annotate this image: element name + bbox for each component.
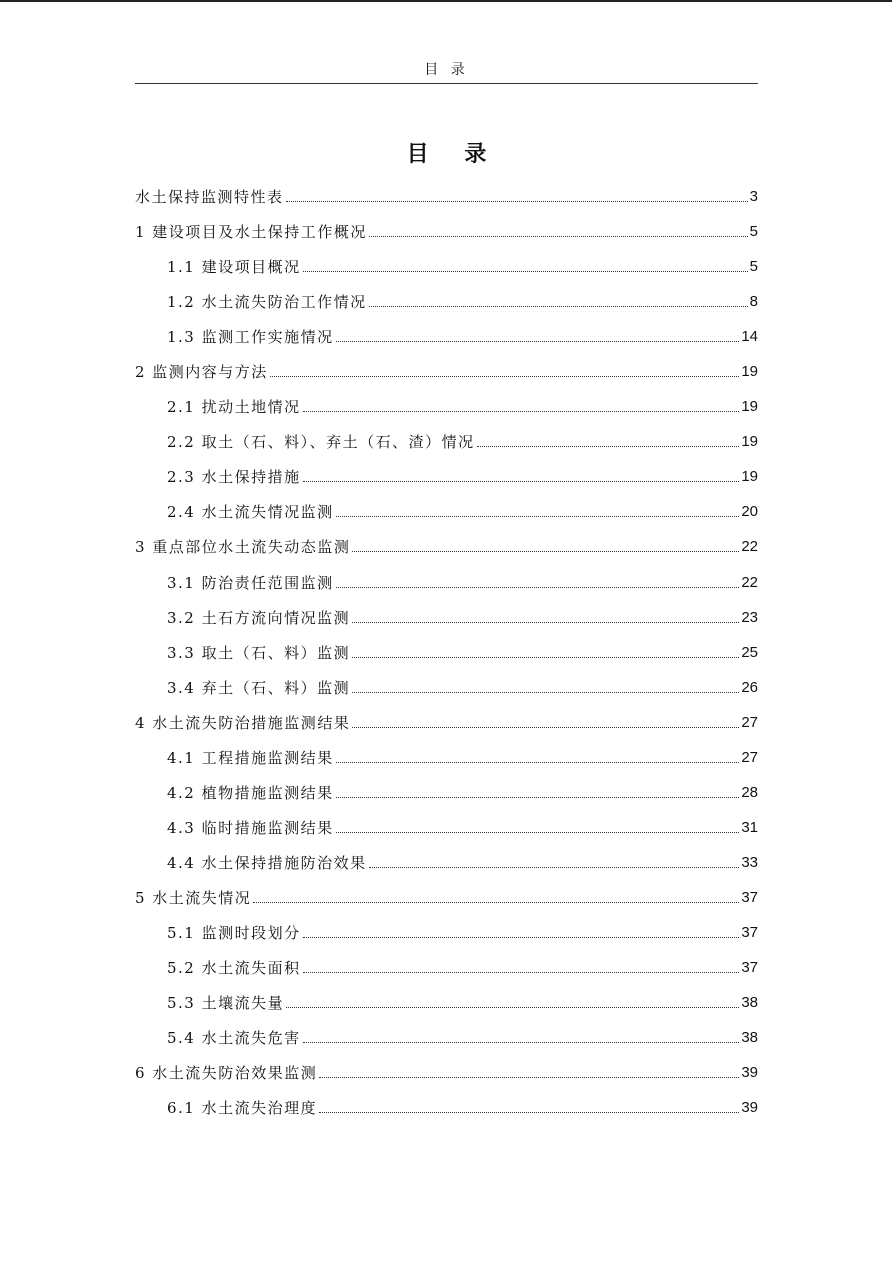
toc-entry-label: 4 水土流失防治措施监测结果 xyxy=(135,713,351,732)
toc-entry[interactable] xyxy=(135,810,758,845)
toc-dot-leader xyxy=(303,937,740,938)
toc-entry[interactable] xyxy=(135,635,758,670)
toc-dot-leader xyxy=(352,622,739,623)
toc-dot-leader xyxy=(336,587,740,588)
page-top-border xyxy=(0,0,892,2)
toc-entry-page-number: 3 xyxy=(749,188,758,206)
toc-dot-leader xyxy=(336,762,740,763)
toc-entry[interactable] xyxy=(135,670,758,705)
table-of-contents xyxy=(135,179,758,1125)
toc-entry[interactable] xyxy=(135,354,758,389)
toc-entry-label: 1 建设项目及水土保持工作概况 xyxy=(135,223,367,242)
toc-dot-leader xyxy=(253,902,739,903)
toc-entry-label: 2.2 取土（石、料）、弃土（石、渣）情况 xyxy=(167,433,475,452)
toc-dot-leader xyxy=(303,411,740,412)
toc-dot-leader xyxy=(477,446,740,447)
toc-dot-leader xyxy=(303,972,740,973)
toc-entry-page-number: 38 xyxy=(741,1029,758,1047)
toc-dot-leader xyxy=(352,551,739,552)
toc-dot-leader xyxy=(336,832,740,833)
toc-entry-page-number: 22 xyxy=(741,538,758,556)
toc-entry-label: 5.2 水土流失面积 xyxy=(167,959,301,978)
toc-dot-leader xyxy=(336,797,740,798)
toc-entry[interactable] xyxy=(135,845,758,880)
toc-dot-leader xyxy=(319,1077,739,1078)
toc-entry-label: 6 水土流失防治效果监测 xyxy=(135,1064,318,1083)
toc-entry-label: 6.1 水土流失治理度 xyxy=(167,1099,318,1118)
toc-entry-page-number: 27 xyxy=(741,713,758,731)
toc-entry-page-number: 39 xyxy=(741,1064,758,1082)
toc-entry[interactable] xyxy=(135,1090,758,1125)
toc-dot-leader xyxy=(286,1007,739,1008)
toc-entry[interactable] xyxy=(135,179,758,214)
toc-entry[interactable] xyxy=(135,985,758,1020)
toc-entry-page-number: 19 xyxy=(741,398,758,416)
toc-dot-leader xyxy=(303,1042,740,1043)
toc-entry-page-number: 20 xyxy=(741,503,758,521)
toc-dot-leader xyxy=(270,376,740,377)
toc-entry-label: 1.2 水土流失防治工作情况 xyxy=(167,293,367,312)
toc-dot-leader xyxy=(336,516,740,517)
toc-entry-label: 1.3 监测工作实施情况 xyxy=(167,328,334,347)
toc-entry-page-number: 37 xyxy=(741,959,758,977)
toc-entry-label: 3.4 弃土（石、料）监测 xyxy=(167,678,351,697)
toc-entry-page-number: 28 xyxy=(741,783,758,801)
toc-entry[interactable] xyxy=(135,880,758,915)
toc-entry[interactable] xyxy=(135,600,758,635)
toc-entry-page-number: 5 xyxy=(749,258,758,276)
toc-entry-label: 2.4 水土流失情况监测 xyxy=(167,503,334,522)
toc-entry[interactable] xyxy=(135,319,758,354)
toc-entry[interactable] xyxy=(135,1055,758,1090)
toc-entry[interactable] xyxy=(135,459,758,494)
toc-entry-page-number: 19 xyxy=(741,363,758,381)
toc-entry-label: 4.1 工程措施监测结果 xyxy=(167,748,334,767)
toc-dot-leader xyxy=(319,1112,739,1113)
toc-entry[interactable] xyxy=(135,284,758,319)
toc-entry-label: 5.4 水土流失危害 xyxy=(167,1029,301,1048)
toc-entry-page-number: 39 xyxy=(741,1099,758,1117)
toc-entry-page-number: 37 xyxy=(741,924,758,941)
toc-entry[interactable] xyxy=(135,950,758,985)
toc-dot-leader xyxy=(286,201,748,202)
toc-entry-page-number: 22 xyxy=(741,573,758,591)
toc-title: 目 录 xyxy=(406,141,501,167)
toc-entry[interactable] xyxy=(135,249,758,284)
toc-entry[interactable] xyxy=(135,1020,758,1055)
toc-entry-label: 4.3 临时措施监测结果 xyxy=(167,818,334,837)
toc-entry-page-number: 31 xyxy=(741,818,758,836)
toc-entry[interactable] xyxy=(135,740,758,775)
toc-entry[interactable] xyxy=(135,494,758,529)
toc-entry-label: 3.1 防治责任范围监测 xyxy=(167,573,334,592)
toc-entry-label: 3 重点部位水土流失动态监测 xyxy=(135,538,351,557)
toc-entry-label: 5.3 土壤流失量 xyxy=(167,994,285,1013)
toc-entry-label: 2 监测内容与方法 xyxy=(135,363,268,382)
toc-dot-leader xyxy=(352,727,739,728)
toc-entry-page-number: 19 xyxy=(741,468,758,486)
toc-entry-page-number: 27 xyxy=(741,748,758,766)
toc-entry-page-number: 33 xyxy=(741,853,758,871)
toc-entry-label: 水土保持监测特性表 xyxy=(135,188,284,207)
toc-entry-label: 3.3 取土（石、料）监测 xyxy=(167,643,351,662)
toc-dot-leader xyxy=(303,481,740,482)
toc-entry-page-number: 26 xyxy=(741,678,758,696)
toc-entry[interactable] xyxy=(135,389,758,424)
toc-entry[interactable] xyxy=(135,424,758,459)
toc-dot-leader xyxy=(352,657,739,658)
toc-dot-leader xyxy=(303,271,748,272)
toc-entry-page-number: 37 xyxy=(741,888,758,906)
toc-dot-leader xyxy=(369,867,740,868)
toc-dot-leader xyxy=(369,236,748,237)
toc-entry-label: 5 水土流失情况 xyxy=(135,888,252,907)
toc-entry-label: 4.2 植物措施监测结果 xyxy=(167,783,334,802)
toc-entry-label: 2.3 水土保持措施 xyxy=(167,468,301,487)
toc-entry[interactable] xyxy=(135,214,758,249)
toc-entry-label: 1.1 建设项目概况 xyxy=(167,258,301,277)
toc-dot-leader xyxy=(369,306,748,307)
toc-dot-leader xyxy=(352,692,739,693)
toc-entry-page-number: 38 xyxy=(741,994,758,1012)
toc-dot-leader xyxy=(336,341,740,342)
toc-entry-page-number: 5 xyxy=(749,223,758,241)
toc-entry-page-number: 8 xyxy=(749,293,758,311)
toc-entry-page-number: 25 xyxy=(741,643,758,661)
running-header xyxy=(135,60,758,84)
toc-entry-label: 2.1 扰动土地情况 xyxy=(167,398,301,417)
running-header-title: 目 录 xyxy=(424,62,469,78)
toc-entry[interactable] xyxy=(135,565,758,600)
toc-entry[interactable] xyxy=(135,775,758,810)
toc-entry[interactable] xyxy=(135,915,758,950)
toc-entry-page-number: 14 xyxy=(741,328,758,346)
toc-entry-page-number: 19 xyxy=(741,433,758,451)
toc-entry-label: 4.4 水土保持措施防治效果 xyxy=(167,853,367,872)
toc-entry-label: 3.2 土石方流向情况监测 xyxy=(167,608,351,627)
toc-entry[interactable] xyxy=(135,705,758,740)
toc-entry-page-number: 23 xyxy=(741,608,758,626)
toc-entry-label: 5.1 监测时段划分 xyxy=(167,924,301,942)
toc-entry[interactable] xyxy=(135,529,758,564)
